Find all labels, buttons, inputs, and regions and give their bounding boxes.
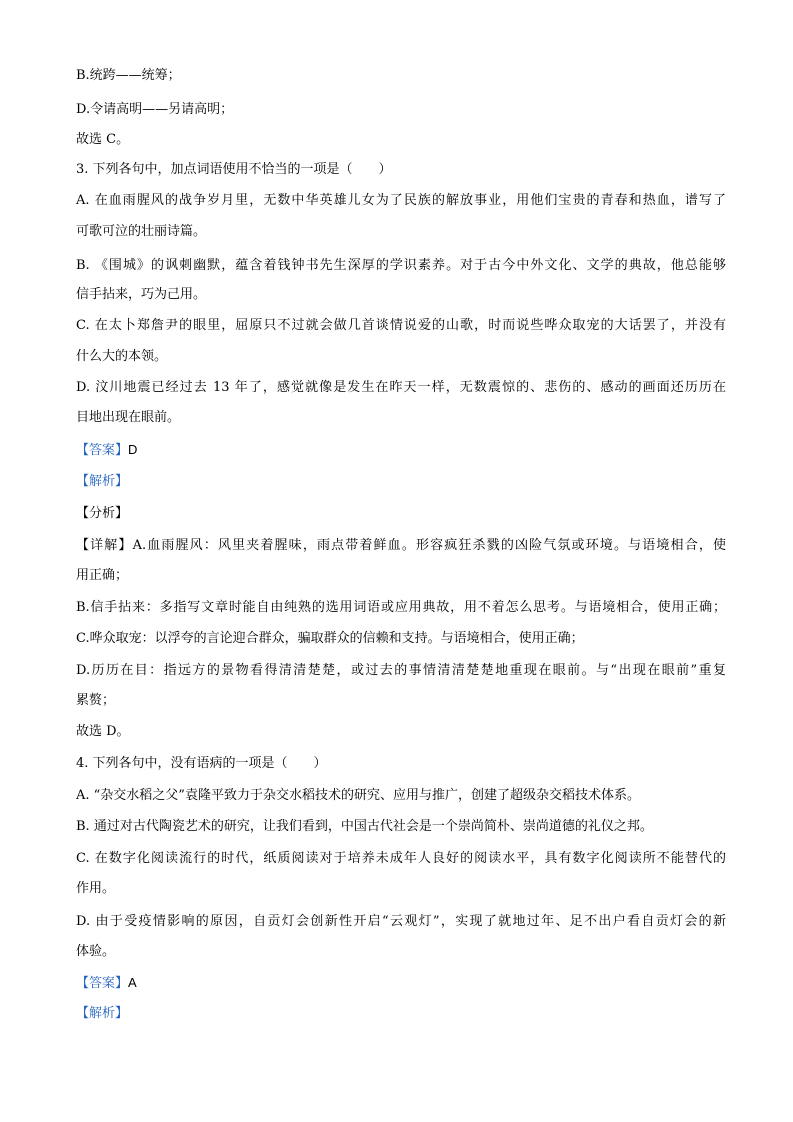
q3-option-d-line2: 目地出现在眼前。 xyxy=(76,410,181,425)
q4-analysis-tag: 【解析】 xyxy=(76,1006,129,1021)
detail-a-text: A.血雨腥风：风里夹着腥味，雨点带着鲜血。形容疯狂杀戮的凶险气氛或环境。与语境相合，使 xyxy=(132,538,726,553)
answer-tag: 【答案】 xyxy=(76,443,129,458)
q4-option-c-line2: 作用。 xyxy=(76,881,116,896)
q4-option-a: A. “杂交水稻之父”袁隆平致力于杂交水稻技术的研究、应用与推广，创建了超级杂交稻技术体系。 xyxy=(76,788,640,803)
q3-stem: 3. 下列各句中，加点词语使用不恰当的一项是（ ） xyxy=(76,162,392,177)
q3-analysis-tag: 【解析】 xyxy=(76,474,129,489)
q4-option-d-line2: 体验。 xyxy=(76,944,116,959)
prev-conclusion: 故选 C。 xyxy=(76,132,130,147)
prev-answer-b: B.统跨——统筹； xyxy=(76,68,181,83)
q3-detail-b: B.信手拈来：多指写文章时能自由纯熟的选用词语或应用典故，用不着怎么思考。与语境相合，使用正确； xyxy=(76,600,726,615)
q4-answer xyxy=(76,973,726,994)
q3-option-d-line1: D. 汶川地震已经过去 13 年了，感觉就像是发生在昨天一样，无数震惊的、悲伤的、感动的画面还历历在 xyxy=(76,380,726,395)
q3-option-c-line1: C. 在太卜郑詹尹的眼里，屈原只不过就会做几首谈情说爱的山歌，时而说些哗众取宠的大话罢了，并没有 xyxy=(76,318,726,333)
q4-stem: 4. 下列各句中，没有语病的一项是（ ） xyxy=(76,756,327,771)
q4-option-d-line1: D. 由于受疫情影响的原因，自贡灯会创新性开启“云观灯”，实现了就地过年、足不出户看自贡灯会的新 xyxy=(76,914,726,929)
q3-conclusion: 故选 D。 xyxy=(76,724,130,739)
q3-detail-c: C.哗众取宠：以浮夸的言论迎合群众，骗取群众的信赖和支持。与语境相合，使用正确； xyxy=(76,631,584,646)
q3-detail-a-line1 xyxy=(76,536,726,556)
q3-option-c-line2: 什么大的本领。 xyxy=(76,349,168,364)
detail-tag: 【详解】 xyxy=(76,538,133,553)
q4-option-c-line1: C. 在数字化阅读流行的时代，纸质阅读对于培养未成年人良好的阅读水平，具有数字化阅读所不能替代的 xyxy=(76,851,726,866)
answer-value: D xyxy=(128,442,138,457)
q3-fenxi-tag: 【分析】 xyxy=(76,506,129,521)
q3-option-b-line1: B. 《围城》的讽刺幽默，蕴含着钱钟书先生深厚的学识素养。对于古今中外文化、文学的典故，他总能够 xyxy=(76,258,726,273)
q3-detail-a-line2: 用正确； xyxy=(76,568,129,583)
q3-detail-d-line1: D.历历在目：指远方的景物看得清清楚楚，或过去的事情清清楚楚地重现在眼前。与“出现在眼前”重复 xyxy=(76,663,726,678)
q4-option-b: B. 通过对古代陶瓷艺术的研究，让我们看到，中国古代社会是一个崇尚简朴、崇尚道德的礼仪之邦。 xyxy=(76,819,653,834)
q3-option-b-line2: 信手拈来，巧为己用。 xyxy=(76,287,207,302)
prev-answer-d: D.令请高明——另请高明； xyxy=(76,102,234,117)
q3-option-a-line1: A. 在血雨腥风的战争岁月里，无数中华英雄儿女为了民族的解放事业，用他们宝贵的青春和热血，谱写了 xyxy=(76,193,726,208)
q3-detail-d-line2: 累赘； xyxy=(76,693,116,708)
q3-answer xyxy=(76,440,726,461)
answer-tag: 【答案】 xyxy=(76,976,129,991)
answer-value: A xyxy=(128,975,137,990)
q3-option-a-line2: 可歌可泣的壮丽诗篇。 xyxy=(76,224,207,239)
